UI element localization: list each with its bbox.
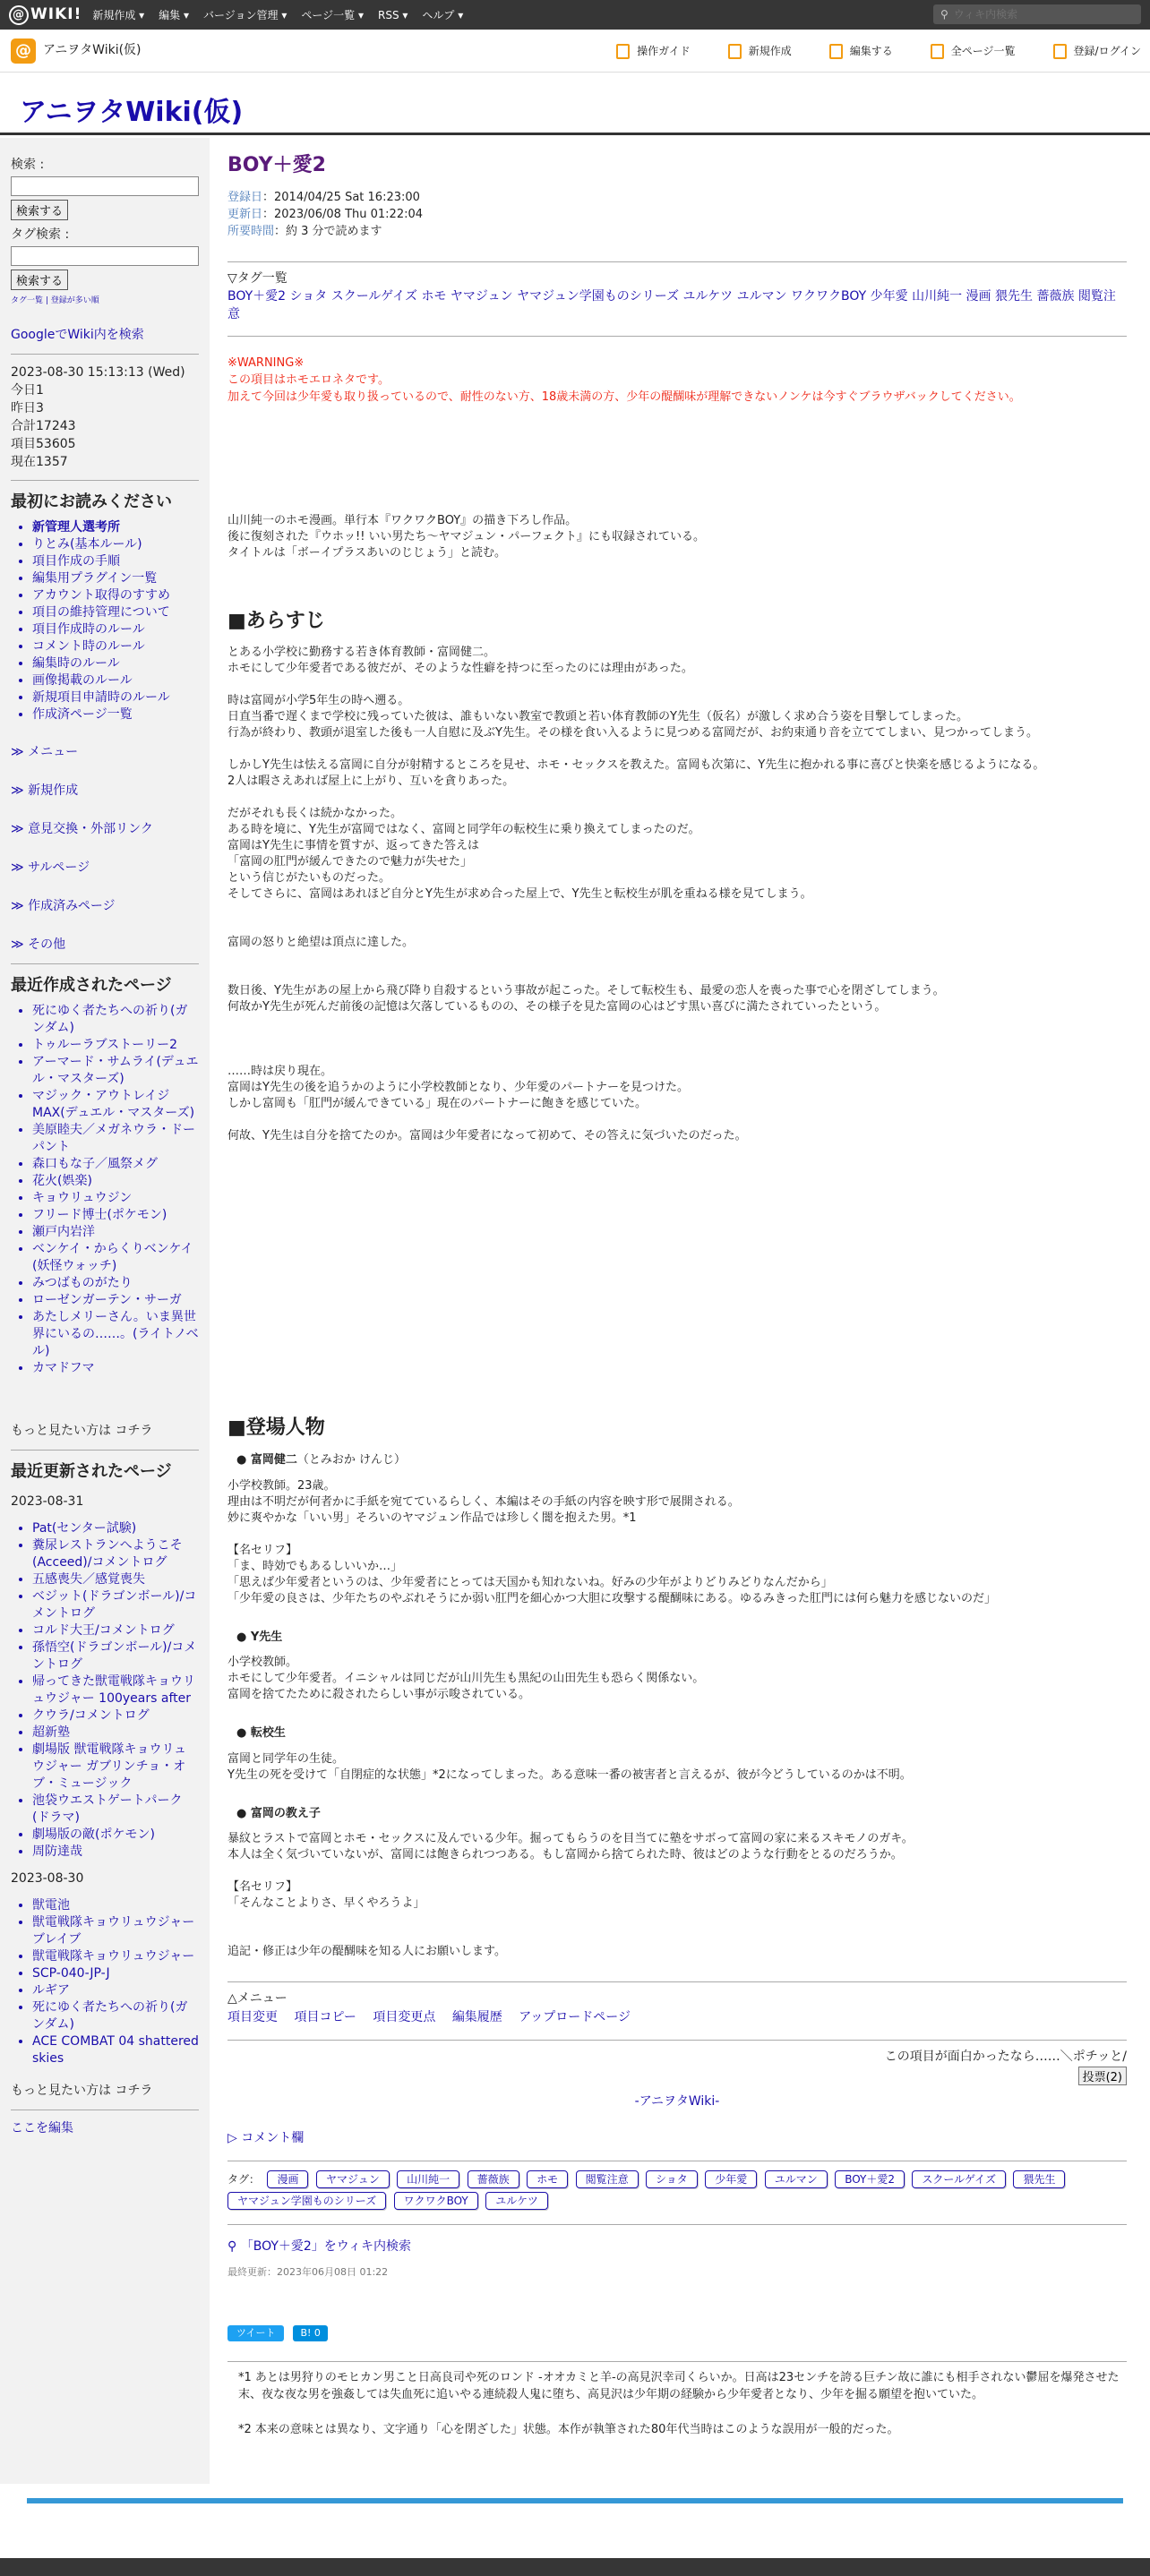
arasuji-line: 2人は暇さえあれば屋上に上がり、互いを貪りあった。 [227,775,515,788]
character-name: ● 富岡の教え子 [236,1806,321,1820]
wiki-search-box [933,4,1141,24]
list-item[interactable]: • アーマード・サムライ(デュエル・マスターズ) [32,1054,199,1088]
tag-button[interactable]: ワクワクBOY [394,2192,478,2210]
updated-list-2 [32,1897,199,2067]
arasuji-line: ある時を境に、Y先生が富岡ではなく、富岡と同学年の転校生に乗り換えてしまったのだ。 [227,823,700,836]
list-item[interactable]: • 糞尿レストランへようこそ(Acceed)/コメントログ [32,1537,199,1571]
tag-button[interactable]: 漫画 [267,2170,308,2188]
section-salpage[interactable]: ≫ サルページ [11,860,90,875]
character-name-text: 転校生 [250,1726,286,1740]
character-reading: （とみおか けんじ） [296,1453,407,1467]
section-other[interactable]: ≫ その他 [11,937,66,952]
meta-key: 更新日 [227,208,263,221]
site-icon: @ [11,39,36,64]
menu-link[interactable]: 項目変更点 [373,2010,436,2024]
list-item[interactable]: • 獣電戦隊キョウリュウジャーブレイブ [32,1914,199,1948]
menu-edit[interactable]: 編集 ▾ [159,8,190,21]
divider [227,2040,1127,2041]
divider [227,261,1127,262]
arasuji-line: しかし富岡も「肛門が緩んできている」現在のパートナーに飽きを感じていた。 [227,1097,648,1110]
counter-today: 今日1 [11,382,44,398]
menu-link[interactable]: 項目コピー [294,2010,356,2024]
divider [11,354,199,355]
counter-yesterday: 昨日3 [11,400,44,415]
arasuji-line [227,903,1127,919]
character-desc-line: 【名セリフ】 [227,1880,298,1894]
google-search-link[interactable]: GoogleでWiki内を検索 [11,327,144,342]
sidebar-search-input[interactable] [11,176,199,196]
list-item[interactable]: • 項目の維持管理について [32,604,199,621]
footer-accent [27,2498,1123,2503]
warning-line: 加えて今回は少年愛も取り扱っているので、耐性のない方、18歳未満の方、少年の醍醐味が理解できないノンケは今すぐブラウザバックしてください。 [227,390,1021,404]
hatena-button[interactable]: B! 0 [293,2325,327,2342]
character-desc-line: 富岡と同学年の生徒。 [227,1751,345,1766]
arasuji-line: 数日後、Y先生があの屋上から飛び降り自殺するという事故が起こった。そして転校生も、最愛の恋人を喪った事で心を閉ざしてしまう。 [227,984,945,997]
tag-button[interactable]: ショタ [646,2170,698,2188]
page-title: BOY＋愛2 [227,154,326,176]
arasuji-text [227,645,1127,1144]
at-icon: @ [9,5,29,25]
meta-key: 登録日 [227,191,263,204]
list-item[interactable]: • 編集用プラグイン一覧 [32,570,199,587]
footnote-2: *2 本来の意味とは異なり、文字通り「心を閉ざした」状態。本作が執筆された80年代当時はこのような誤用が一般的だった。 [238,2423,899,2436]
character-desc-line: 暴紋とラストで富岡とホモ・セックスに及んでいる少年。掘ってもらうのを目当てに塾をサボって富岡の家に来るスキモノのガキ。 [227,1832,914,1845]
list-item[interactable]: • 死にゆく者たちへの祈り(ガンダム) [32,1003,199,1037]
arasuji-line: 何故、Y先生は自分を捨てたのか。富岡は少年愛者になって初めて、その答えに気づいたのだった。 [227,1129,747,1143]
list-item[interactable]: • 帰ってきた獣電戦隊キョウリュウジャー 100years after [32,1673,199,1707]
character-name-text: 富岡健二 [250,1453,297,1467]
arasuji-line: 富岡の怒りと絶望は頂点に達した。 [227,936,415,949]
guide-link[interactable]: 操作ガイド [616,43,691,59]
section-created[interactable]: ≫ 作成済みページ [11,898,116,913]
site-link[interactable]: @ アニヲタWiki(仮) [11,39,142,64]
arasuji-line: とある小学校に勤務する若き体育教師・富岡健二。 [227,646,496,659]
page-menu [227,1990,1127,2027]
tag-button[interactable]: 少年愛 [705,2170,757,2188]
list-item[interactable]: • ベンケイ・からくりベンケイ(妖怪ウォッチ) [32,1241,199,1275]
arasuji-line [227,1015,1127,1031]
character-name: ● 富岡健二（とみおか けんじ） [236,1453,407,1467]
list-item[interactable]: • ACE COMBAT 04 shattered skies [32,2033,199,2067]
edit-sidebar-link[interactable]: ここを編集 [11,2120,73,2135]
list-item[interactable]: • 瀬戸内岩洋 [32,1224,199,1241]
list-item[interactable]: • 孫悟空(ドラゴンボール)/コメントログ [32,1639,199,1673]
tag-button[interactable]: 閲覧注意 [576,2170,639,2188]
list-item[interactable]: • 花火(娯楽) [32,1173,199,1190]
list-item[interactable]: • 死にゆく者たちへの祈り(ガンダム) [32,1999,199,2033]
top-menu [92,7,477,23]
arasuji-line: 時は富岡が小学5年生の時へ遡る。 [227,694,410,707]
character-desc-line: 【名セリフ】 [227,1543,298,1557]
list-item[interactable]: • 劇場版の敵(ポケモン) [32,1827,199,1844]
character-desc-line [227,1863,1127,1879]
menu-new[interactable]: 新規作成 ▾ [92,8,145,21]
arasuji-line: ホモにして少年愛者である彼だが、そのような性癖を持つに至ったのには理由があった。 [227,662,693,675]
tag-links[interactable]: BOY＋愛2 ショタ スクールゲイズ ホモ ヤマジュン ヤマジュン学園ものシリーズ ユルケツ ユルマン ワクワクBOY 少年愛 山川純一 漫画 猥先生 薔薇族 閲覧注意 [227,289,1116,321]
user-icon [1053,44,1067,59]
list-item[interactable]: • ベジット(ドラゴンボール)/コメントログ [32,1588,199,1622]
character-desc-line: 本人は全く気づいていないが、富岡には飽きられつつある。もし富岡から捨てられた時、彼はどのような行動をとるのだろうか。 [227,1848,903,1861]
footnote-1: *1 あとは男狩りのモヒカン男こと日高良司や死のロンド -オオカミと羊-の高見沢幸司くらいか。日高は23センチを誇る巨チン故に誰にも相手されない鬱屈を爆発させた末、夜な夜な男を強姦しては失血死に追いやる連続殺人鬼に堕ち、高見沢は少年期の経験から少年愛者となり、少年を掘る願望を抱いていた。 [238,2371,1120,2401]
tag-label: タグ： [227,2173,261,2186]
tool-links [579,30,1141,73]
character-desc-line: 小学校教師。23歳。 [227,1478,336,1493]
list-item[interactable]: • 項目作成時のルール [32,621,199,638]
character-desc [227,1478,1127,1607]
list-item[interactable]: • りとみ(基本ルール) [32,536,199,553]
closing-text: 追記・修正は少年の醍醐味を知る人にお願いします。 [227,1945,506,1958]
updated-list-1 [32,1520,199,1861]
intro-line: タイトルは「ボーイプラスあいのじじょう」と読む。 [227,546,506,560]
arasuji-line: 富岡はY先生に事情を質すが、返ってきた答えは [227,839,479,852]
counter-now: 現在1357 [11,454,68,469]
atwiki-logo[interactable]: @ WIKI! [9,4,82,27]
list-item[interactable]: • 新管理人選考所 [32,519,199,536]
first-read-heading: 最初にお読みください [11,492,172,511]
tag-buttons [227,2169,1127,2212]
arasuji-line [227,1112,1127,1128]
list-item[interactable]: • カマドフマ [32,1360,199,1377]
wiki-search-link[interactable] [227,2238,1127,2256]
warning-line: ※WARNING※ [227,356,305,370]
tag-button[interactable]: 山川純一 [397,2170,459,2188]
arasuji-heading: ■あらすじ [227,610,325,632]
menu-help[interactable]: ヘルプ ▾ [422,8,464,21]
pencil-icon [829,44,843,59]
updated-heading: 最近更新されたページ [11,1461,172,1481]
last-updated: 最終更新：2023年06月08日 01:22 [227,2266,389,2278]
arasuji-line: だがそれも長くは続かなかった。 [227,807,403,820]
arasuji-line: そしてさらに、富岡はあれほど自分とY先生が求め合った屋上で、Y先生と転校生が肌を重ねる様を見てしまう。 [227,887,812,901]
character-name: ● 転校生 [236,1726,286,1740]
page-footer [0,2558,1150,2576]
login-link[interactable]: 登録/ログイン [1053,43,1141,59]
divider [227,1981,1127,1982]
menu-version[interactable]: バージョン管理 ▾ [203,8,288,21]
vote-text: この項目が面白かったなら……＼ポチッと/ [884,2050,1127,2064]
tweet-button[interactable]: ツイート [227,2325,284,2342]
vote-area [227,2048,1127,2087]
character-desc-line: ホモにして少年愛者。イニシャルは同じだが山川先生も黒紀の山田先生も恐らく関係ない。 [227,1672,705,1685]
tag-button[interactable]: ユルケツ [485,2192,548,2210]
warning-line: この項目はホモエロネタです。 [227,373,390,387]
character-desc-line: 「少年愛の良さは、少年たちのやぶれそうにか弱い肛門を細心かつ大胆に攻撃する醍醐味にある。ゆるみきった肛門には何ら魅力を感じないのだ」 [227,1591,997,1605]
tag-list-heading[interactable]: ▽タグ一覧 [227,271,288,286]
all-pages-link[interactable]: 全ページ一覧 [931,43,1016,59]
character-desc-line: 小学校教師。 [227,1656,298,1669]
main-content [227,150,1127,2438]
character-desc-line: Y先生の死を受けて「自閉症的な状態」*2になってしまった。ある意味一番の被害者と言えるが、彼が今どうしているのかは不明。 [227,1767,912,1782]
comment-link[interactable]: ▷ コメント欄 [227,2131,305,2145]
list-item[interactable]: • ローゼンガーテン・サーガ [32,1292,199,1309]
list-item[interactable]: • 劇場版 獣電戦隊キョウリュウジャー ガブリンチョ・オブ・ミュージック [32,1742,199,1793]
sidebar-search-button[interactable]: 検索する [11,200,68,220]
menu-pages[interactable]: ページ一覧 ▾ [301,8,364,21]
arasuji-line: ……時は戻り現在。 [227,1065,333,1078]
arasuji-line [227,741,1127,757]
character-desc-line: 富岡を捨てたために殺されたらしい事が示唆されている。 [227,1688,531,1701]
character-desc [227,1751,1127,1784]
list-item[interactable]: • 周防達哉 [32,1844,199,1861]
tag-button[interactable]: 猥先生 [1013,2170,1065,2188]
list-item[interactable]: • 編集時のルール [32,655,199,672]
character-name-text: 富岡の教え子 [250,1806,321,1820]
footer-brand[interactable]: -アニヲタWiki- [634,2094,720,2109]
intro-line: 後に復刻された『ウホッ!! いい男たち〜ヤマジュン・パーフェクト』にも収録されている。 [227,530,705,543]
more-link-1[interactable]: もっと見たい方は コチラ [11,1423,153,1438]
top-navbar [0,0,1150,30]
character-desc-line: 「そんなことよりさ、早くやろうよ」 [227,1896,425,1910]
menu-links [227,2008,1127,2027]
arasuji-line [227,919,1127,935]
page-meta [227,189,1127,240]
arasuji-line [227,1048,1127,1064]
updated-date-2: 2023-08-30 [11,1870,84,1886]
character-desc-line: 妙に爽やかな「いい男」そろいのヤマジュン作品では珍しく闇を抱えた男。*1 [227,1511,637,1525]
list-item[interactable]: • 獣電戦隊キョウリュウジャー [32,1948,199,1965]
list-item[interactable]: • 新規項目申請時のルール [32,689,199,706]
tag-button[interactable]: ホモ [527,2170,568,2188]
warning-box [227,355,1127,406]
menu-rss[interactable]: RSS ▾ [377,8,408,21]
list-item[interactable]: • SCP-040-JP-J [32,1965,199,1982]
arasuji-line [227,1031,1127,1048]
characters [227,1451,1127,1912]
recent-heading: 最近作成されたページ [11,975,172,995]
counter-total: 合計17243 [11,418,76,433]
list-item[interactable]: • 五感喪失／感覚喪失 [32,1571,199,1588]
character-desc-line: 「思えば少年愛者というのは、少年愛者にとっては天国かも知れないね。好みの少年がよりどりみどりなんだから」 [227,1575,833,1589]
tag-button[interactable]: 薔薇族 [468,2170,519,2188]
divider [227,2224,1127,2225]
tag-button[interactable]: BOY＋愛2 [835,2170,905,2188]
list-item[interactable]: • クウラ/コメントログ [32,1707,199,1724]
intro [227,513,1127,561]
tag-button[interactable]: ヤマジュン学園ものシリーズ [227,2192,386,2210]
character-desc [227,1831,1127,1912]
character-desc-line [227,1527,1127,1543]
list-item[interactable]: • Pat(センター試験) [32,1520,199,1537]
menu-link[interactable]: 項目変更 [227,2010,278,2024]
character-name-text: Y先生 [250,1630,283,1644]
arasuji-line: 富岡はY先生の後を追うかのように小学校教師となり、少年愛のパートナーを見つけた。 [227,1081,689,1094]
counter-date: 2023-08-30 15:13:13 (Wed) [11,364,185,380]
arasuji-line: 日直当番で遅くまで学校に残っていた彼は、誰もいない教室で教頭と若い体育教師のY先生（仮名）が激しく求め合う姿を目撃してしまった。 [227,710,968,723]
menu-link[interactable]: 編集履歴 [451,2010,502,2024]
search-icon: ⚲ [227,2239,241,2254]
recent-list [32,1003,199,1377]
search-input[interactable] [954,8,1124,21]
arasuji-line [227,967,1127,983]
updated-date-1: 2023-08-31 [11,1493,84,1509]
list-item[interactable]: • アカウント取得のすすめ [32,587,199,604]
plus-icon [728,44,742,59]
list-item[interactable]: • コルド大王/コメントログ [32,1622,199,1639]
arasuji-line [227,951,1127,967]
arasuji-line: という信じがたいものだった。 [227,871,391,885]
arasuji-line [227,677,1127,693]
character-desc [227,1655,1127,1703]
list-item[interactable]: • 項目作成の手順 [32,553,199,570]
search-icon: ⚲ [940,8,948,21]
book-icon [616,44,630,59]
list-item[interactable]: • 画像掲載のルール [32,672,199,689]
list-item[interactable]: • 森口もな子／風祭メグ [32,1156,199,1173]
tag-search-input[interactable] [11,246,199,266]
list-item[interactable]: • コメント時のルール [32,638,199,655]
character-desc-line: 理由は不明だが何者かに手紙を宛てているらしく、本編はその手紙の内容を映す形で展開される。 [227,1494,740,1509]
character-name: ● Y先生 [236,1630,283,1644]
tag-button[interactable]: スクールゲイズ [912,2170,1006,2188]
list-item[interactable]: • あたしメリーさん。いま異世界にいるの……。(ライトノベル) [32,1309,199,1360]
tag-list-link[interactable]: タグ一覧 | 登録が多い順 [11,296,99,305]
meta-value: ：2023/06/08 Thu 01:22:04 [262,208,424,221]
tag-button[interactable]: ユルマン [765,2170,828,2188]
more-link-2[interactable]: もっと見たい方は コチラ [11,2083,153,2098]
tag-list [227,270,1127,323]
divider [11,1450,199,1451]
search-label: 検索 : [11,158,45,172]
divider [11,480,199,481]
divider [227,336,1127,337]
section-new[interactable]: ≫ 新規作成 [11,783,79,798]
list-item[interactable]: • マジック・アウトレイジMAX(デュエル・マスターズ) [32,1088,199,1122]
list-item[interactable]: • 作成済ページ一覧 [32,706,199,723]
divider [11,963,199,964]
meta-value: ：約 3 分で読めます [274,225,382,238]
site-bar [0,30,1150,73]
share-buttons [227,2325,1127,2342]
list-icon [931,44,944,59]
meta-key: 所要時間 [227,225,275,238]
tag-search-label: タグ検索 : [11,227,70,242]
menu-heading[interactable]: △メニュー [227,1991,288,2006]
section-links[interactable]: ≫ 意見交換・外部リンク [11,821,153,836]
arasuji-line: しかしY先生は怯える富岡に自分が射精するところを見せ、ホモ・セックスを教えた。富岡も次第に、Y先生に抱かれる事に喜びと快楽を感じるようになる。 [227,758,1045,772]
list-item[interactable]: • 獣電池 [32,1897,199,1914]
arasuji-line [227,790,1127,806]
intro-line: 山川純一のホモ漫画。単行本『ワクワクBOY』の描き下ろし作品。 [227,514,578,527]
list-item[interactable]: • ルギア [32,1982,199,1999]
wiki-title[interactable]: アニヲタWiki(仮) [20,97,244,128]
section-menu[interactable]: ≫ メニュー [11,744,79,759]
meta-value: ：2014/04/25 Sat 16:23:00 [262,191,420,204]
edit-link[interactable]: 編集する [829,43,893,59]
list-item[interactable]: • 池袋ウエストゲートパーク(ドラマ) [32,1793,199,1827]
menu-link[interactable]: アップロードページ [519,2010,631,2024]
arasuji-line: 「富岡の肛門が緩んできたので魅力が失せた」 [227,855,473,869]
search-link-text: 「BOY＋愛2」をウィキ内検索 [240,2239,411,2254]
list-item[interactable]: • 超新塾 [32,1724,199,1742]
list-item[interactable]: • トゥルーラブストーリー2 [32,1037,199,1054]
characters-heading: ■登場人物 [227,1416,325,1439]
arasuji-line: 何故かY先生が死んだ前後の記憶は欠落しているものの、その様子を見た富岡の心はどす黒い喜びに満たされていったという。 [227,1000,887,1014]
list-item[interactable]: • みつばものがたり [32,1275,199,1292]
divider [227,2361,1127,2362]
sidebar [0,138,210,2484]
counter-items: 項目53605 [11,436,76,451]
new-page-link[interactable]: 新規作成 [728,43,792,59]
character-desc-line: 「ま、時効でもあるしいいか…」 [227,1559,403,1573]
list-item[interactable]: • フリード博士(ポケモン) [32,1207,199,1224]
first-read-list [32,519,199,723]
list-item[interactable]: • 美原睦夫／メガネウラ・ドーパント [32,1122,199,1156]
list-item[interactable]: • キョウリュウジン [32,1190,199,1207]
tag-button[interactable]: ヤマジュン [316,2170,390,2188]
tag-search-button[interactable]: 検索する [11,270,68,290]
vote-button[interactable]: 投票(2) [1078,2067,1127,2085]
wiki-banner [0,73,1150,135]
arasuji-line: 行為が終わり、教頭が退室した後も一人自慰に及ぶY先生。その様を食い入るように見つめる富岡だが、お約束通り音を立ててしまい、見つかってしまう。 [227,726,1038,740]
counter [11,364,199,471]
